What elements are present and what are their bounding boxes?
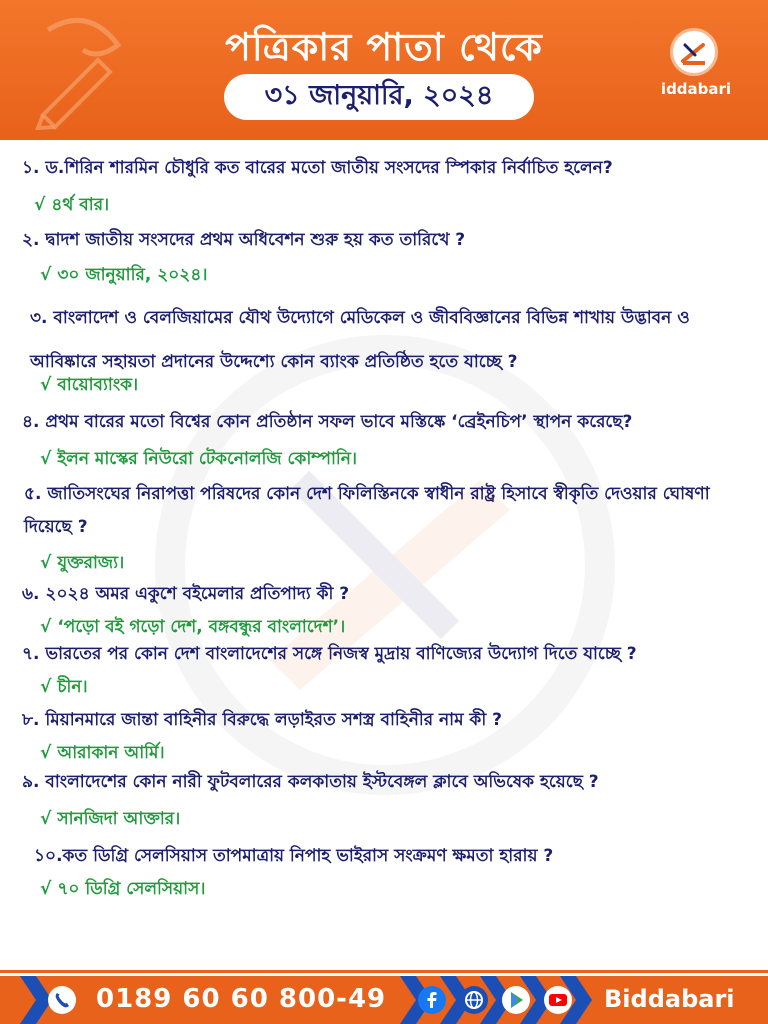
answer-text: ৩০ জানুয়ারি, ২০২৪।	[57, 265, 208, 285]
question-6: ৬. ২০২৪ অমর একুশে বইমেলার প্রতিপাদ্য কী ?	[22, 584, 350, 604]
tick-mark: √	[40, 375, 52, 395]
question-1: ১. ড.শিরিন শারমিন চৌধুরি কত বারের মতো জাতীয় সংসদের স্পিকার নির্বাচিত হলেন?	[22, 158, 613, 178]
youtube-icon[interactable]	[544, 986, 572, 1014]
answer-text: সানজিদা আক্তার।	[57, 809, 181, 829]
answer-4	[40, 446, 357, 474]
footer-bar	[0, 976, 768, 1024]
answer-1	[34, 192, 109, 220]
answer-text: ইলন মাস্কের নিউরো টেকনোলজি কোম্পানি।	[57, 449, 357, 469]
brand-name: Biddabari	[604, 985, 735, 1013]
tick-mark: √	[40, 809, 52, 829]
date-badge	[224, 74, 534, 120]
answer-text: ‘পড়ো বই গড়ো দেশ, বঙ্গবন্ধুর বাংলাদেশ’।	[57, 617, 346, 637]
footer-divider	[0, 970, 768, 973]
question-3: ৩. বাংলাদেশ ও বেলজিয়ামের যৌথ উদ্যোগে মেডিকেল ও জীববিজ্ঞানের বিভিন্ন শাখায় উদ্ভাবন ও আবিষ্কারে সহায়তা প্রদানের উদ্দেশ্যে কোন ব্যাংক প্রতিষ্ঠিত হতে যাচ্ছে ?	[30, 308, 690, 372]
question-10: ১০.কত ডিগ্রি সেলসিয়াস তাপমাত্রায় নিপাহ ভাইরাস সংক্রমণ ক্ষমতা হারায় ?	[34, 846, 554, 866]
question-2: ২. দ্বাদশ জাতীয় সংসদের প্রথম অধিবেশন শুরু হয় কত তারিখে ?	[22, 230, 466, 250]
logo-circle	[670, 28, 718, 76]
answer-text: ৭০ ডিগ্রি সেলসিয়াস।	[57, 879, 206, 899]
logo-text: iddabari	[660, 80, 732, 98]
logo-pencil-icon	[673, 31, 715, 73]
tick-mark: √	[34, 195, 46, 215]
question-9: ৯. বাংলাদেশের কোন নারী ফুটবলারের কলকাতায় ইস্টবেঙ্গল ক্লাবে অভিষেক হয়েছে ?	[22, 772, 599, 792]
question-5: ৫. জাতিসংঘের নিরাপত্তা পরিষদের কোন দেশ ফিলিস্তিনকে স্বাধীন রাষ্ট্র হিসাবে স্বীকৃতি দেওয়ার ঘোষণা দিয়েছে ?	[24, 484, 710, 537]
answer-text: বায়োব্যাংক।	[57, 375, 139, 395]
tick-mark: √	[40, 743, 52, 763]
answer-text: ৪র্থ বার।	[51, 195, 110, 215]
answer-2	[40, 262, 207, 290]
tick-mark: √	[40, 553, 52, 573]
tick-mark: √	[40, 879, 52, 899]
answer-text: যুক্তরাজ্য।	[57, 553, 125, 573]
header-banner	[0, 0, 768, 140]
question-8: ৮. মিয়ানমারে জান্তা বাহিনীর বিরুদ্ধে লড়াইরত সশস্ত্র বাহিনীর নাম কী ?	[22, 710, 502, 730]
answer-5	[40, 550, 124, 578]
answer-8	[40, 740, 165, 768]
answer-7	[40, 674, 88, 702]
tick-mark: √	[40, 677, 52, 697]
tick-mark: √	[40, 265, 52, 285]
phone-icon	[48, 986, 76, 1014]
answer-9	[40, 806, 180, 834]
play-store-icon[interactable]	[502, 986, 530, 1014]
globe-icon[interactable]	[460, 986, 488, 1014]
answer-text: চীন।	[57, 677, 88, 697]
question-7: ৭. ভারতের পর কোন দেশ বাংলাদেশের সঙ্গে নিজস্ব মুদ্রায় বাণিজ্যের উদ্যোগ দিতে যাচ্ছে ?	[22, 644, 637, 664]
brand-logo	[648, 24, 744, 114]
page-title: পত্রিকার পাতা থেকে	[225, 25, 543, 69]
answer-3	[40, 372, 138, 400]
date-text: ৩১ জানুয়ারি, ২০২৪	[264, 79, 494, 111]
facebook-icon[interactable]	[418, 986, 446, 1014]
answer-10	[40, 876, 205, 904]
phone-number: 0189 60 60 800-49	[96, 984, 387, 1014]
question-4: ৪. প্রথম বারের মতো বিশ্বের কোন প্রতিষ্ঠান সফল ভাবে মস্তিষ্কে ‘ব্রেইনচিপ’ স্থাপন করেছে?	[22, 412, 633, 432]
answer-6	[40, 614, 345, 642]
tick-mark: √	[40, 449, 52, 469]
answer-text: আরাকান আর্মি।	[57, 743, 165, 763]
tick-mark: √	[40, 617, 52, 637]
